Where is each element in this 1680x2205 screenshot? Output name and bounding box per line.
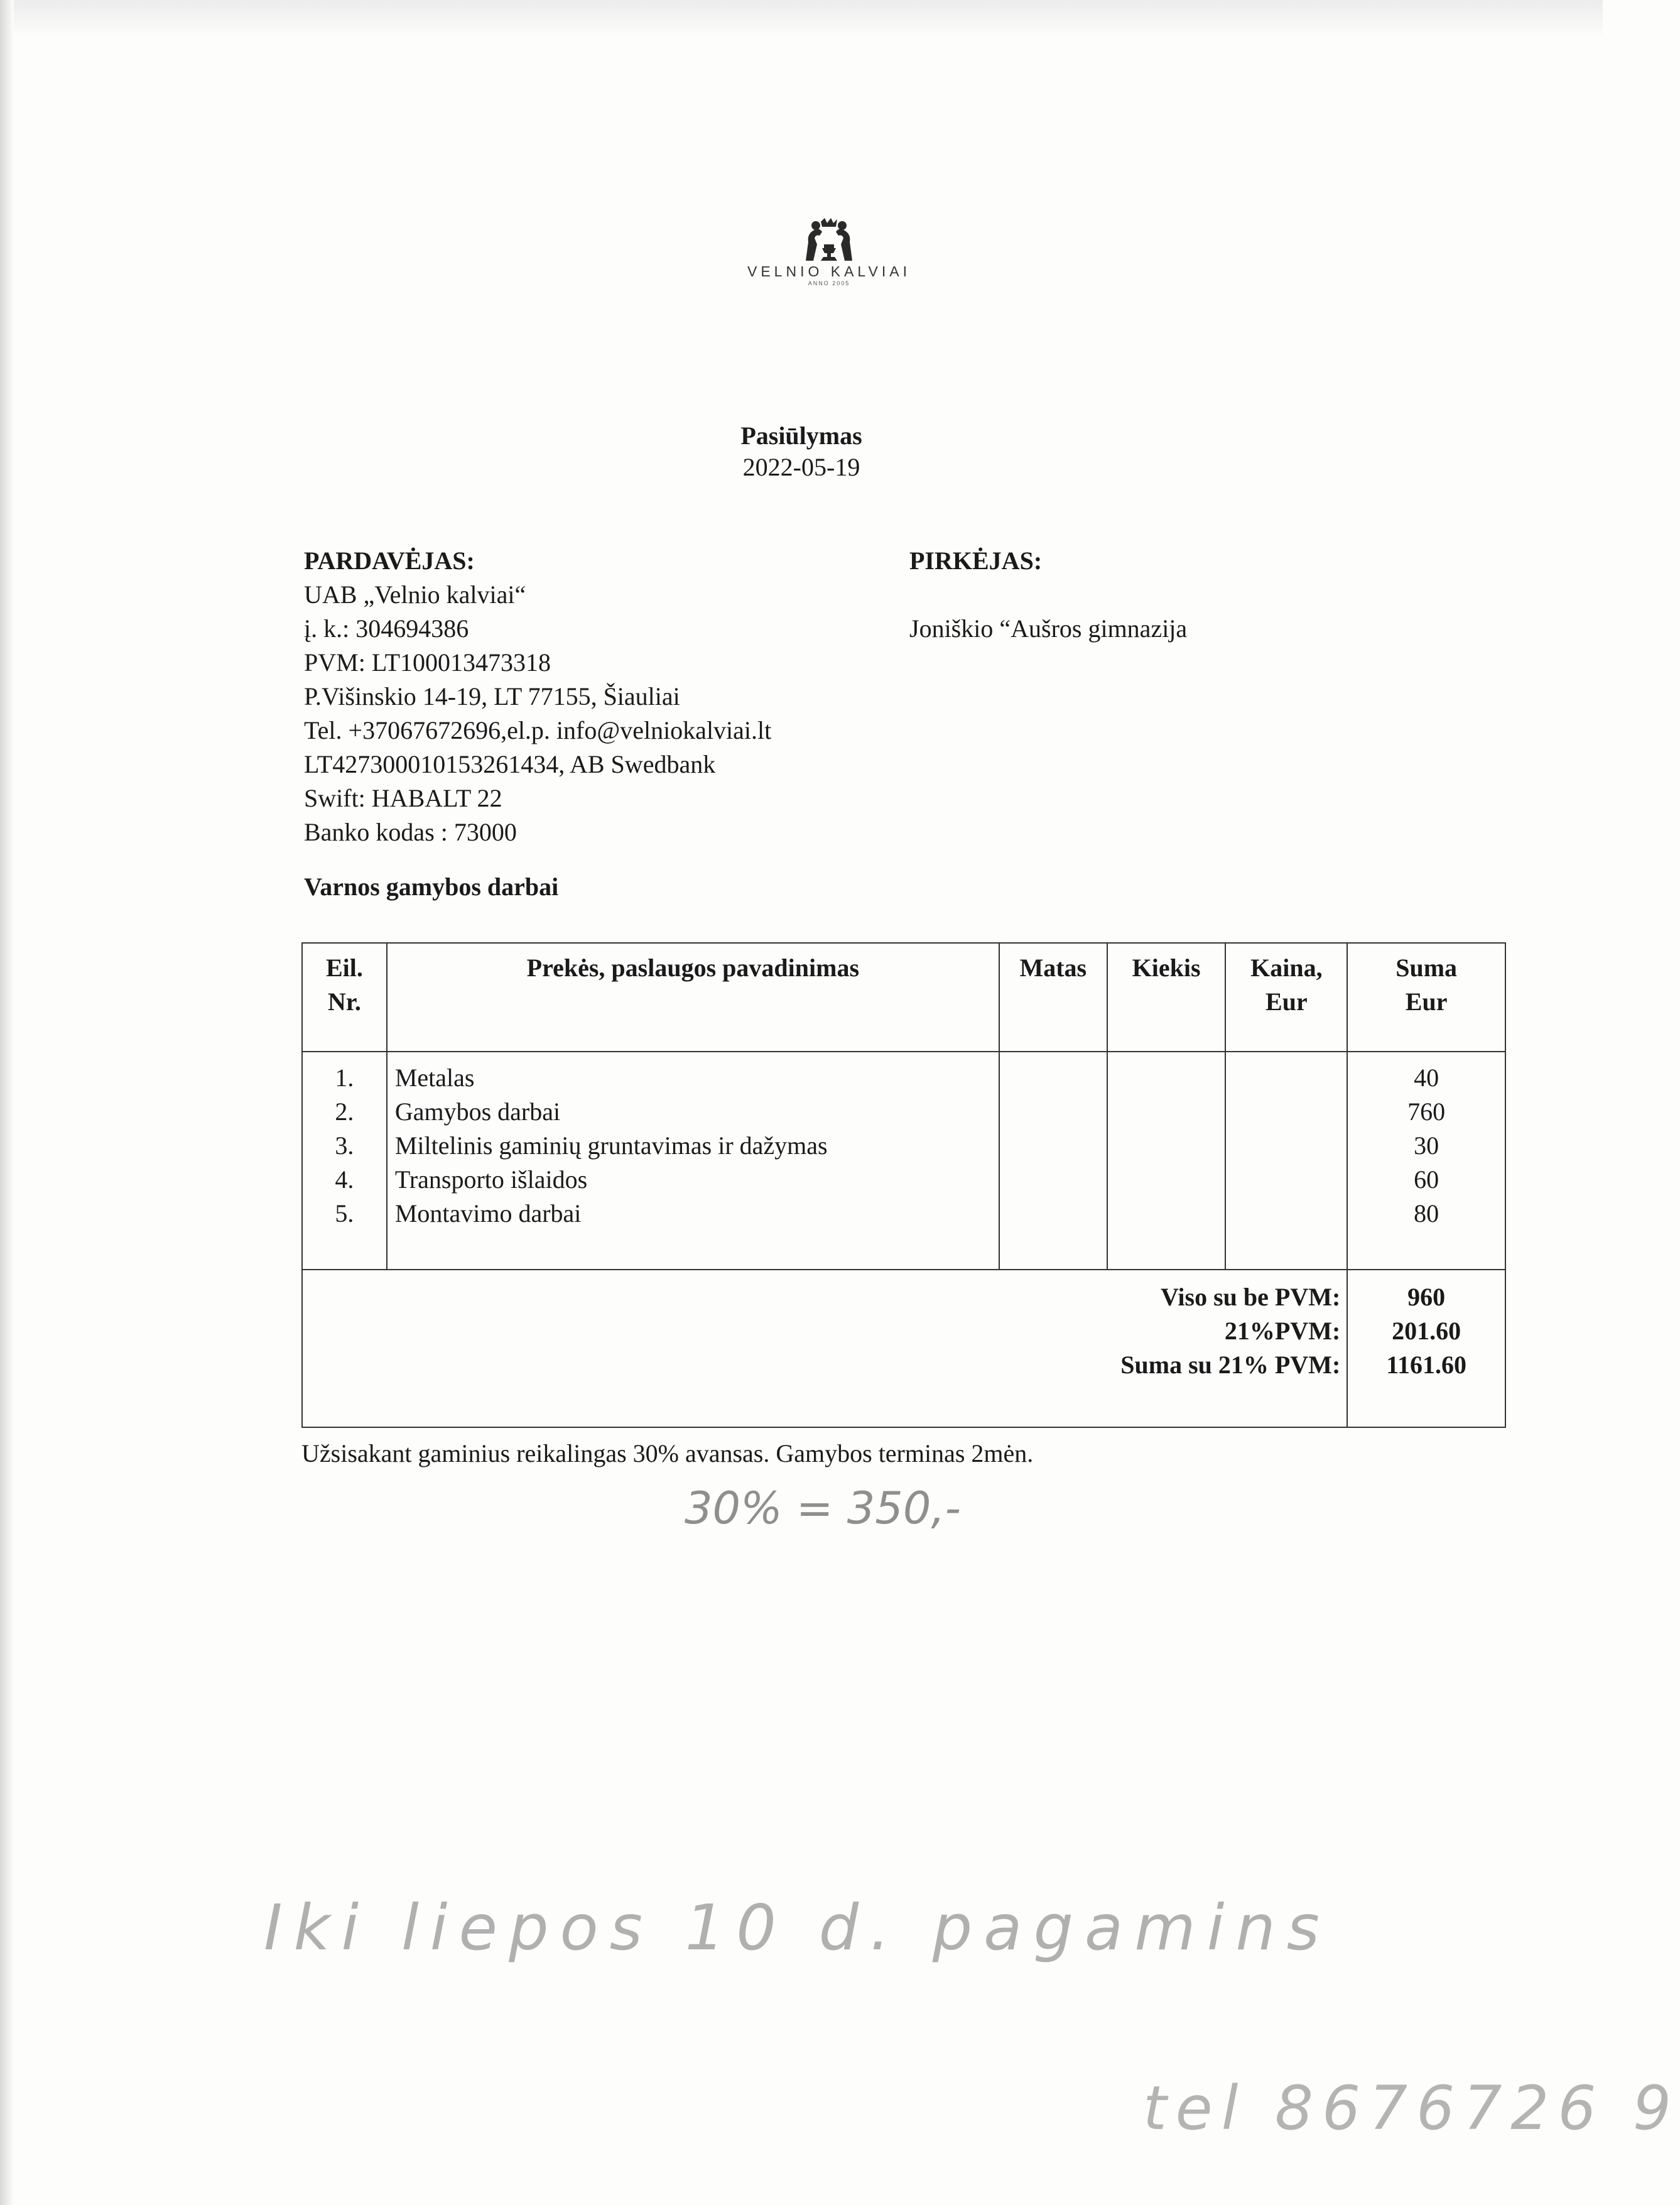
seller-swift: Swift: HABALT 22: [304, 784, 502, 812]
seller-address: P.Višinskio 14-19, LT 77155, Šiauliai: [304, 682, 680, 710]
row-name: Montavimo darbai: [394, 1199, 582, 1228]
seller-header: PARDAVĖJAS:: [304, 547, 475, 575]
header-nr: Eil. Nr.: [302, 943, 387, 1052]
nr-cell: [302, 1052, 387, 1270]
logo-company-name: VELNIO KALVIAI: [747, 263, 911, 280]
totals-values-cell: [1347, 1270, 1505, 1427]
row-nr: 2.: [335, 1097, 354, 1126]
handwritten-advance-note: 30% = 350,-: [685, 1483, 961, 1534]
row-nr: 3.: [335, 1131, 354, 1160]
row-sum: 40: [1414, 1064, 1439, 1092]
buyer-block: [909, 544, 1187, 646]
total-value: 960: [1407, 1283, 1446, 1311]
name-cell: [387, 1052, 999, 1270]
row-nr: 5.: [335, 1199, 354, 1228]
seller-bank-account: LT427300010153261434, AB Swedbank: [304, 750, 716, 778]
header-sum: Suma Eur: [1347, 943, 1505, 1052]
row-sum: 760: [1407, 1097, 1446, 1126]
handwritten-phone-note: tel 8676726 9: [1143, 2073, 1680, 2143]
table-header-row: [302, 943, 1505, 1052]
total-value: 201.60: [1392, 1317, 1461, 1345]
seller-vat-code: PVM: LT100013473318: [304, 648, 551, 677]
header-qty: Kiekis: [1107, 943, 1226, 1052]
row-nr: 4.: [335, 1165, 354, 1194]
document-date: 2022-05-19: [742, 453, 860, 481]
offer-subject: Varnos gamybos darbai: [304, 873, 559, 901]
total-value: 1161.60: [1386, 1351, 1467, 1379]
row-name: Gamybos darbai: [394, 1097, 561, 1126]
seller-company-code: į. k.: 304694386: [304, 614, 469, 643]
header-name: Prekės, paslaugos pavadinimas: [387, 943, 999, 1052]
terms-note: Užsisakant gaminius reikalingas 30% avansas. Gamybos terminas 2mėn.: [301, 1439, 1034, 1467]
qty-cell: [1107, 1052, 1226, 1270]
totals-row: [302, 1270, 1505, 1427]
seller-block: [304, 544, 771, 849]
scan-shadow-left: [0, 0, 14, 2205]
row-name: Miltelinis gaminių gruntavimas ir dažymas: [394, 1131, 828, 1160]
company-logo: [716, 217, 942, 298]
table-body-row: [302, 1052, 1505, 1270]
total-label: Suma su 21% PVM:: [1120, 1351, 1341, 1379]
price-cell: [1225, 1052, 1347, 1270]
items-table: [301, 942, 1506, 1428]
unit-cell: [999, 1052, 1107, 1270]
row-sum: 80: [1414, 1199, 1439, 1228]
header-price: Kaina, Eur: [1225, 943, 1347, 1052]
row-name: Transporto išlaidos: [394, 1165, 588, 1194]
buyer-name: Joniškio “Aušros gimnazija: [909, 614, 1188, 643]
seller-bank-code: Banko kodas : 73000: [304, 818, 517, 846]
row-sum: 60: [1414, 1165, 1439, 1194]
row-name: Metalas: [394, 1064, 475, 1092]
seller-contacts: Tel. +37067672696,el.p. info@velniokalviai.lt: [304, 716, 772, 744]
logo-emblem-icon: [794, 217, 864, 262]
totals-labels-cell: [302, 1270, 1347, 1427]
scan-shadow-top: [0, 0, 1603, 38]
document-title: Pasiūlymas: [740, 422, 862, 450]
row-sum: 30: [1414, 1131, 1439, 1160]
handwritten-deadline-note: Iki liepos 10 d. pagamins: [264, 1891, 1331, 1964]
row-nr: 1.: [335, 1064, 354, 1092]
logo-subtitle: ANNO 2005: [808, 280, 850, 286]
seller-company: UAB „Velnio kalviai“: [304, 580, 526, 609]
total-label: Viso su be PVM:: [1160, 1283, 1341, 1311]
buyer-header: PIRKĖJAS:: [909, 547, 1043, 575]
header-unit: Matas: [999, 943, 1107, 1052]
sum-cell: [1347, 1052, 1505, 1270]
total-label: 21%PVM:: [1224, 1317, 1341, 1345]
